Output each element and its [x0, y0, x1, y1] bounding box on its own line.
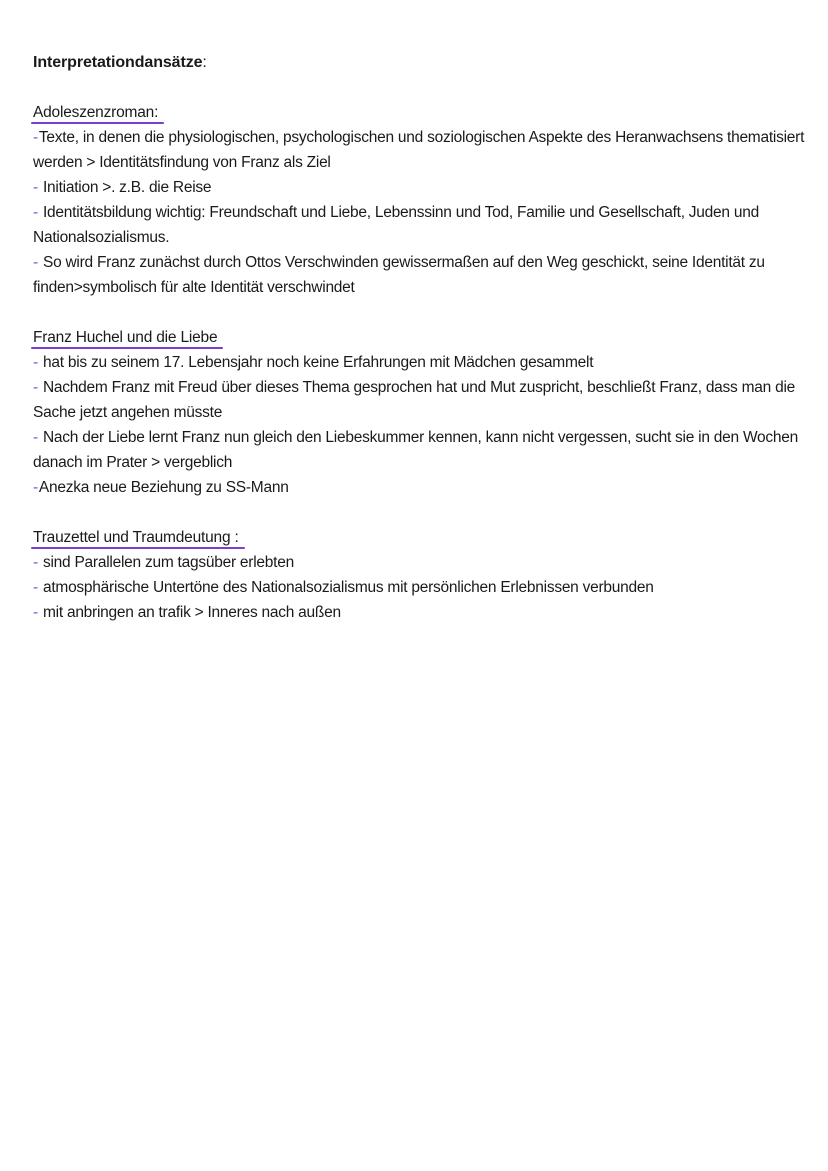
section-trauzettel-traumdeutung: [33, 525, 813, 625]
section-heading: Adoleszenzroman:: [33, 100, 158, 125]
document-title-colon: :: [202, 54, 207, 71]
bullet-dash: -: [33, 604, 38, 621]
section-franz-huchel-liebe: [33, 325, 813, 500]
bullet-text: Anezka neue Beziehung zu SS-Mann: [38, 479, 289, 496]
bullet-dash: -: [33, 354, 38, 371]
bullet-dash: -: [33, 554, 38, 571]
bullet-dash: -: [33, 479, 38, 496]
bullet-item: [33, 600, 813, 625]
document-title: [33, 50, 813, 75]
bullet-text: Initiation >. z.B. die Reise: [38, 179, 212, 196]
document-page: [33, 50, 813, 650]
bullet-text: Identitätsbildung wichtig: Freundschaft und Liebe, Lebenssinn und Tod, Familie und Gesellschaft, Juden und Nationalsozialismus.: [33, 204, 759, 246]
bullet-item: [33, 475, 813, 500]
section-adoleszenzroman: [33, 100, 813, 300]
bullet-item: [33, 425, 813, 475]
bullet-text: hat bis zu seinem 17. Lebensjahr noch keine Erfahrungen mit Mädchen gesammelt: [38, 354, 594, 371]
bullet-text: Nach der Liebe lernt Franz nun gleich den Liebeskummer kennen, kann nicht vergessen, sucht sie in den Wochen danach im Prater > vergeblich: [33, 429, 799, 471]
bullet-text: Texte, in denen die physiologischen, psychologischen und soziologischen Aspekte des Heranwachsens thematisiert werden > Identitätsfindung von Franz als Ziel: [33, 129, 805, 171]
section-heading: Franz Huchel und die Liebe: [33, 325, 217, 350]
bullet-text: So wird Franz zunächst durch Ottos Verschwinden gewissermaßen auf den Weg geschickt, seine Identität zu finden>symbolisch für alte Identität verschwindet: [33, 254, 765, 296]
bullet-item: [33, 575, 813, 600]
bullet-item: [33, 200, 813, 250]
section-heading: Trauzettel und Traumdeutung :: [33, 525, 239, 550]
bullet-text: atmosphärische Untertöne des Nationalsozialismus mit persönlichen Erlebnissen verbunden: [38, 579, 654, 596]
bullet-dash: -: [33, 179, 38, 196]
bullet-text: mit anbringen an trafik > Inneres nach außen: [38, 604, 341, 621]
bullet-dash: -: [33, 429, 38, 446]
bullet-text: Nachdem Franz mit Freud über dieses Thema gesprochen hat und Mut zuspricht, beschließt Franz, dass man die Sache jetzt angehen müsste: [33, 379, 796, 421]
bullet-item: [33, 250, 813, 300]
document-title-text: Interpretationdansätze: [33, 54, 203, 71]
bullet-text: sind Parallelen zum tagsüber erlebten: [38, 554, 294, 571]
bullet-dash: -: [33, 129, 38, 146]
bullet-item: [33, 125, 813, 175]
bullet-dash: -: [33, 254, 38, 271]
bullet-item: [33, 550, 813, 575]
bullet-dash: -: [33, 204, 38, 221]
bullet-dash: -: [33, 379, 38, 396]
bullet-item: [33, 375, 813, 425]
bullet-dash: -: [33, 579, 38, 596]
bullet-item: [33, 350, 813, 375]
bullet-item: [33, 175, 813, 200]
